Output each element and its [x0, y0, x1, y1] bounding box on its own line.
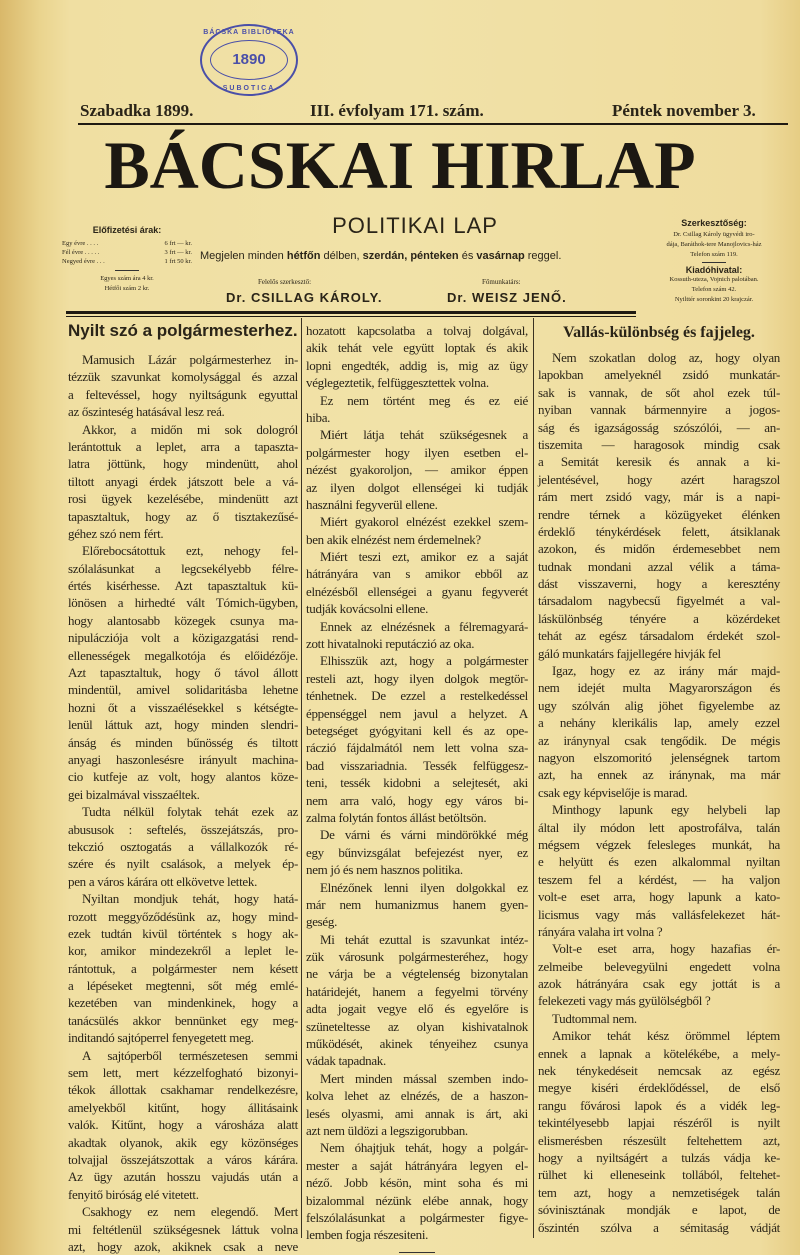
editorial-heading: Szerkesztőség:	[681, 218, 747, 228]
text-line: már nem humanizmus hanem gyen-	[306, 896, 528, 912]
text-line: Amikor tehát kész örömmel léptem	[552, 1028, 780, 1044]
paragraph	[306, 652, 528, 826]
text-line: szére és nyilt csalások, a melyek ép-	[68, 856, 298, 872]
text-line: azt, hogy azok, akiknek csak a neve	[68, 1238, 298, 1254]
text-line: lenül láttuk azt, hogy minden slendri-	[68, 717, 298, 733]
text-line: az ilyen dolgot ellenségei ki tudják	[306, 479, 528, 495]
text-line: sak is vannak, de sőt ahol ezek túl-	[538, 384, 780, 400]
paragraph	[306, 826, 528, 878]
paragraph	[68, 803, 298, 890]
text-line: tudják kovácsolni ellene.	[306, 601, 429, 617]
text-line: e helyütt és ezen alkalommal nyiltan	[538, 854, 780, 870]
paragraph	[68, 890, 298, 1047]
text-line: hozni őt a visszaélésekkel s kétségte-	[68, 699, 298, 715]
single-issue-price: Egyes szám ára 4 kr.	[100, 275, 154, 282]
paragraph	[306, 426, 528, 513]
text-line: pen a város kárára ott elkövetve lettek.	[68, 873, 258, 889]
masthead-bottom-rule	[66, 316, 636, 317]
text-line: láskülönbség tényére a közérdeket	[538, 610, 780, 626]
text-line: éppenséggel nem javul a helyzet. A	[306, 705, 528, 721]
text-line: nem jó és nem hasznos politika.	[306, 862, 463, 878]
paragraph	[538, 801, 780, 940]
text-line: Ennek az elnézésnek a félremagyará-	[320, 618, 528, 634]
text-line: rányára valaha irt volna ?	[538, 923, 663, 939]
text-line: szüneteltesse az olyan kishivatalnok	[306, 1018, 528, 1034]
subscription-prices	[62, 225, 192, 292]
column-divider	[301, 318, 302, 1238]
text-line: azokon, és midőn érdemesebbet nem	[538, 541, 780, 557]
text-line: Az ügy azután hosszu vajudás után a	[68, 1169, 298, 1185]
text-line: abususok : seftelés, összejátszás, pro-	[68, 821, 298, 837]
price-label: Egy évre . . . .	[62, 240, 99, 247]
coworker-label: Főmunkatárs:	[482, 278, 521, 286]
text-line: Nem óhajtjuk tehát, hogy a polgár-	[320, 1140, 528, 1156]
text-line: De várni és várni mindörökké még	[320, 827, 528, 843]
library-stamp	[200, 24, 298, 96]
text-line: Elhisszük azt, hogy a polgármester	[320, 653, 528, 669]
text-line: rendre térnek a közügyeket élénken	[538, 506, 780, 522]
text-line: megye kiséri érdeklődéssel, de első	[538, 1080, 780, 1096]
paragraph	[68, 542, 298, 803]
text-line: zelmeibe belevegyülni engedett volna	[538, 958, 780, 974]
text-line: rám mert zsidó vagy, már is a napi-	[538, 489, 780, 505]
text-line: amelyekből kitűnt, hogy állitásaink	[68, 1099, 298, 1115]
text-line: gáló munkatárs fajjellegére hivják fel	[538, 645, 721, 661]
article-title: Nyilt szó a polgármesterhez.	[68, 321, 298, 340]
publication-schedule	[200, 250, 561, 262]
place-year: Szabadka 1899.	[80, 101, 194, 120]
text-line: Nyiltan mondjuk tehát, hogy hatá-	[82, 891, 298, 907]
paragraph	[68, 421, 298, 543]
text-line: Miért gyakorol elnézést ezekkel szem-	[320, 514, 528, 530]
editor-name: Dr. CSILLAG KÁROLY.	[226, 290, 383, 305]
text-line: ellenességek megalkotója és előidézője.	[68, 647, 298, 663]
paragraph	[306, 322, 528, 392]
text-line: fenyitő biróság elé vitetett.	[68, 1186, 199, 1202]
text-line: mester a saját hátrányára legyen el-	[306, 1157, 528, 1173]
paragraph	[306, 1139, 528, 1243]
text-line: geség.	[306, 914, 338, 930]
text-line: latra jöttünk, hogy mindenütt, ahol	[68, 456, 298, 472]
text-line: Mi tehát ezuttal is szavunkat intéz-	[320, 931, 528, 947]
text-line: Igaz, hogy ez az irány már majd-	[552, 663, 780, 679]
text-line: felekezeti vagy más gyülölségből ?	[538, 993, 711, 1009]
paragraph	[68, 351, 298, 421]
price-value: 1 frt 50 kr.	[164, 258, 192, 265]
schedule-text: reggel.	[524, 250, 562, 262]
prices-heading: Előfizetési árak:	[92, 225, 162, 235]
text-line: hozatott kapcsolatba a tolvaj dolgával,	[306, 323, 528, 338]
text-line: felszólalásunkat a polgármester figye-	[306, 1209, 528, 1225]
text-line: lerántottuk a leplet, arra a tapaszta-	[68, 438, 298, 454]
text-line: ság és igazságosság szószólói, — an-	[538, 419, 780, 435]
text-line: Mamusich Lázár polgármesterhez in-	[82, 352, 298, 367]
text-line: a nehány klerikális lap, amely ezzel	[538, 715, 780, 731]
text-line: tudnak mondani azzal vélik a táma-	[538, 558, 780, 574]
text-line: sem lett, mert kézzelfogható bizonyi-	[68, 1065, 298, 1081]
editor-label: Felelős szerkesztő:	[258, 278, 312, 286]
text-line: lapokban amelyeknél zsidó munkatár-	[538, 367, 780, 383]
text-line: Miért látja tehát szükségesnek a	[320, 427, 528, 443]
text-line: mégsem végzek felesleges munkát, ha	[538, 836, 780, 852]
text-line: akik tehát vele együtt loptak és akik	[306, 340, 528, 356]
text-line: mindentül, amivel solidaritásba lehetne	[68, 682, 298, 698]
text-line: társadalom nagybecsű figyelmét a val-	[538, 593, 780, 609]
text-line: szólalásunkat a legcsekélyebb félre-	[68, 560, 298, 576]
text-line: tanácsülés akkor bennünket egy meg-	[68, 1012, 298, 1028]
text-line: licismus vagy más vallásfelekezet hát-	[538, 906, 780, 922]
text-line: polgármester hogy ilyen esetben el-	[306, 444, 528, 460]
text-line: rülhet ki elleneseink tollából, feltehet-	[538, 1167, 780, 1183]
text-line: a feltevéssel, hogy nyiltságunk egyuttal	[68, 386, 298, 402]
text-line: a lépéseket megtenni, sőt még emlé-	[68, 978, 298, 994]
paragraph	[306, 1070, 528, 1140]
text-line: nem arra való, hogy egy város bi-	[306, 792, 528, 808]
stamp-top-text: BÁCSKA BIBLIOTEKA	[203, 29, 295, 36]
text-line: lopni engedték, addig is, mig az ügy	[306, 357, 528, 373]
paragraph	[306, 548, 528, 618]
schedule-text: Megjelen minden	[200, 250, 287, 262]
schedule-day: szerdán, pénteken	[362, 250, 459, 262]
text-line: ugy szólván alig jöhet figyelembe az	[538, 697, 780, 713]
article-religion	[538, 322, 780, 1236]
monday-issue-price: Hétfői szám 2 kr.	[104, 285, 150, 292]
text-line: hogy alantosabb közegek csunya ma-	[68, 612, 298, 628]
text-line: tiltott anyagi érdek játszott bele a vá-	[68, 473, 298, 489]
text-line: ben akik elnézést nem érdemelnek?	[306, 531, 481, 547]
paragraph	[538, 349, 780, 662]
text-line: tiszemita — haragosok mindig csak	[538, 436, 780, 452]
text-line: adta jogait vegye elő és egyelőre is	[306, 1001, 528, 1017]
text-line: nyiban vannak bármennyire a jogos-	[538, 402, 780, 418]
text-line: teni, tessék kidobni a selejtesét, aki	[306, 775, 528, 791]
newspaper-subtitle: POLITIKAI LAP	[332, 213, 498, 238]
text-line: bad visszariadnia. Tessék felfüggesz-	[306, 757, 528, 773]
schedule-day: hétfőn	[286, 250, 321, 262]
text-line: lemben fogja részesiteni.	[306, 1227, 429, 1243]
text-line: zott hivatalnoki reputáczió az oka.	[306, 636, 475, 652]
text-line: Tudta nélkül folytak tehát ezek az	[82, 804, 298, 820]
editorial-line: Telefon szám 119.	[690, 251, 738, 258]
text-line: Csakhogy ez nem elegendő. Mert	[82, 1204, 298, 1220]
text-line: néző. Jobb késön, mint soha és mi	[306, 1175, 528, 1191]
editorial-line: dája, Baráthok-tere Manojlovics-ház	[666, 241, 762, 248]
text-line: Mert minden mással szemben indo-	[320, 1070, 528, 1086]
text-line: csak egy képviselője is marad.	[538, 784, 688, 800]
price-label: Negyed évre . . .	[62, 258, 105, 265]
text-line: inditandó sajtóperrel fenyegetett meg.	[68, 1030, 254, 1046]
text-line: Elnézőnek lenni ilyen dolgokkal ez	[320, 879, 528, 895]
paragraph	[538, 662, 780, 801]
text-line: lesés olyasmi, ami annak is árt, aki	[306, 1105, 528, 1121]
text-line: rosi ügyek kezelésébe, mindenütt azt	[68, 491, 298, 507]
text-line: Minthogy lapunk egy helybeli lap	[552, 802, 780, 818]
text-line: őszintén szólva a sémitaság vádját	[538, 1219, 780, 1235]
schedule-text: és	[458, 250, 477, 262]
text-line: tem azt, hogy a nemzetiségek talán	[538, 1184, 780, 1200]
text-line: bizalommal nézünk elébe annak, hogy	[306, 1192, 528, 1208]
price-value: 6 frt — kr.	[164, 240, 192, 247]
text-line: véglegeztetik, felfüggesztettek volna.	[306, 375, 489, 391]
text-line: gei bizalmával visszaéltek.	[68, 786, 200, 802]
stamp-year: 1890	[232, 51, 266, 68]
office-heading: Kiadóhivatal:	[685, 265, 743, 275]
price-value: 3 frt — kr.	[164, 249, 192, 256]
text-line: a Semitát keresik és annak a ki-	[538, 454, 780, 470]
article-body	[538, 349, 780, 1236]
text-line: az iránynyal csak tengődik. De mégis	[538, 732, 780, 748]
text-line: vádak tapadnak.	[306, 1053, 386, 1069]
text-line: resteli azt, hogy ilyen dolgok megtör-	[306, 670, 528, 686]
paragraph	[68, 1203, 298, 1255]
article-body	[68, 351, 298, 1255]
text-line: azt nem üldözi a legszigorubban.	[306, 1122, 468, 1138]
text-line: hiba.	[306, 409, 331, 425]
text-line: mi feltétlenül szükségesnek láttuk volna	[68, 1221, 298, 1237]
text-line: az őszinteség hatásával lesz reá.	[68, 404, 225, 420]
coworker-name: Dr. WEISZ JENŐ.	[447, 290, 567, 305]
text-line: lönösen a hirhedté vált Tómich-ügyben,	[68, 595, 298, 611]
paragraph	[538, 1010, 780, 1027]
article-open-letter	[68, 320, 298, 1255]
text-line: A sajtóperből természetesen semmi	[82, 1047, 298, 1063]
text-line: Tudtommal nem.	[552, 1010, 637, 1026]
text-line: nipulácziója volt a közigazgatási rend-	[68, 630, 298, 646]
text-line: rozott meggyőződésünk az, hogy mind-	[68, 908, 298, 924]
price-row	[62, 239, 192, 248]
paragraph	[538, 940, 780, 1010]
office-line: Telefon szám 42.	[691, 286, 737, 293]
price-row	[62, 248, 192, 257]
text-line: nem idejét multa Magyarországon és	[538, 680, 780, 696]
text-line: volt-e eset arra, hogy lapunk a kato-	[538, 889, 780, 905]
text-line: rántottuk, a polgármester nem késett	[68, 960, 298, 976]
text-line: nagyon elszomoritó jelenségnek tartom	[538, 749, 780, 765]
stamp-bottom-text: SUBOTICA	[222, 85, 276, 92]
text-line: anyagi haszonlesésre irányult machina-	[68, 751, 298, 767]
text-line: Akkor, a midőn mi sok dologról	[82, 421, 298, 437]
text-line: egy bűnvizsgálat befejezést nyer, ez	[306, 844, 528, 860]
text-line: működését, akinek tényeihez csunya	[306, 1036, 528, 1052]
text-line: hátrányára van s amikor ebből az	[306, 566, 528, 582]
paragraph	[306, 931, 528, 1070]
text-line: sóvinisztának mondják e lapot, de	[538, 1202, 780, 1218]
text-line: teszem fel a kérdést, — ha valjon	[538, 871, 780, 887]
office-line: Kossuth-uteza, Vojnich palotában.	[669, 276, 759, 283]
text-line: tekintélyesebb lapjai részéről is nyilt	[538, 1115, 780, 1131]
text-line: kor, amikor mindezekről a leplet le-	[68, 943, 298, 959]
text-line: által ily módon lett apostrofálva, talán	[538, 819, 780, 835]
text-line: azt, ha ennek az iránynak, ma már	[538, 767, 780, 783]
article-title: Vallás-különbség és fajjeleg.	[563, 324, 755, 341]
text-line: azok hátrányára csak egy jottát is a	[538, 976, 780, 992]
paragraph	[306, 618, 528, 653]
text-line: tékok állottak csakhamar rendelkezésre,	[68, 1082, 298, 1098]
text-line: ennek a lapnak a kötelékébe, a mely-	[538, 1045, 780, 1061]
text-line: ánság és minden bűnösség és tiltott	[68, 734, 298, 750]
masthead-bottom-rule	[66, 311, 636, 314]
text-line: ezek tudtán kivül történtek s hogy ak-	[68, 925, 298, 941]
schedule-day: vasárnap	[476, 250, 525, 262]
text-line: Nem szokatlan dolog az, hogy olyan	[552, 350, 780, 365]
text-line: nézést gyakoroljon, — amikor éppen	[306, 462, 528, 478]
text-line: elismerésben részesült feltehettem azt,	[538, 1132, 780, 1148]
paragraph	[306, 513, 528, 548]
text-line: akadtak olyanok, akik egy közönséges	[68, 1134, 298, 1150]
divider	[702, 262, 726, 263]
text-line: Előrebocsátottuk ezt, nehogy fel-	[82, 543, 298, 559]
paragraph	[306, 392, 528, 427]
text-line: határidejét, hanem a fegyelmi törvény	[306, 983, 528, 999]
text-line: dást visszaverni, hogy a keresztény	[538, 576, 780, 592]
text-line: nek ténykedéseit nemcsak az egész	[538, 1063, 780, 1079]
editorial-line: Dr. Csillag Károly ügyvédi iro-	[673, 231, 755, 238]
text-line: kezetében van mindenkinek, hogy a	[68, 995, 298, 1011]
text-line: cio kutfeje az volt, hogy alantos köze-	[68, 769, 298, 785]
text-line: Miért teszi ezt, amikor ez a saját	[320, 549, 528, 565]
text-line: elnézésből ellenségei a gyanu fegyverét	[306, 583, 528, 599]
text-line: géhez szó nem fért.	[68, 525, 164, 541]
text-line: tapasztaltuk, hogy az ő tisztakezűsé-	[68, 508, 298, 524]
text-line: ne várja be a végtelenség bizonytalan	[306, 966, 528, 982]
issue-date: Péntek november 3.	[612, 101, 756, 120]
volume-issue: III. évfolyam 171. szám.	[310, 101, 484, 120]
text-line: rangu fővárosi lapok és a vidék leg-	[538, 1097, 780, 1113]
editorial-office-info	[640, 218, 788, 305]
paragraph	[306, 879, 528, 931]
text-line: betegséget gyógyitani kell és az ope-	[306, 722, 528, 738]
text-line: érdeklő ténykérdések felett, átsiklanak	[538, 523, 780, 539]
text-line: zalma folytán fontos állást betöltsön.	[306, 809, 487, 825]
text-line: zük városunk polgármesteréhez, hogy	[306, 949, 528, 965]
text-line: tehát az egész társadalom érdekét szol-	[538, 628, 780, 644]
text-line: ténhetnek. De ezzel a restelkedéssel	[306, 688, 528, 704]
paragraph	[538, 1027, 780, 1236]
newspaper-title: BÁCSKAI HIRLAP	[104, 127, 696, 203]
column-divider	[533, 318, 534, 1238]
divider	[115, 270, 139, 271]
text-line: ráczió fájdalmától nem lett volna sza-	[306, 740, 528, 756]
text-line: használni fegyverül ellene.	[306, 496, 438, 512]
text-line: jelentésével, hogy azért haragszol	[538, 471, 780, 487]
text-line: tézzük szavunkat komolysággal és azzal	[68, 369, 298, 385]
article-body	[306, 322, 528, 1244]
office-line: Nyilttér soronkint 20 krajczár.	[674, 296, 754, 303]
schedule-text: délben,	[320, 250, 363, 262]
text-line: értés kisérhesse. Azt tapasztaltuk kü-	[68, 578, 298, 594]
price-row	[62, 257, 192, 266]
text-line: hogy a nyiltságért a tulzás vádja ke-	[538, 1149, 780, 1165]
text-line: valók. Kitűnt, hogy a városháza alatt	[68, 1117, 298, 1133]
text-line: Ez nem történt meg és ez eié	[320, 392, 528, 408]
paragraph	[68, 1047, 298, 1204]
text-line: Azt tapasztaltuk, hogy ő távol állott	[68, 665, 298, 681]
price-label: Fél évre . . . . .	[62, 249, 100, 256]
text-line: kolva lehet az elnézés, de a haszon-	[306, 1088, 528, 1104]
text-line: tekczió osztogatás a vállalkozók ré-	[68, 838, 298, 854]
text-line: tolvajjal összejátszottak a város kárára.	[68, 1151, 298, 1167]
article-open-letter-continued	[306, 322, 528, 1253]
text-line: Volt-e eset arra, hogy hazafias ér-	[552, 941, 780, 957]
